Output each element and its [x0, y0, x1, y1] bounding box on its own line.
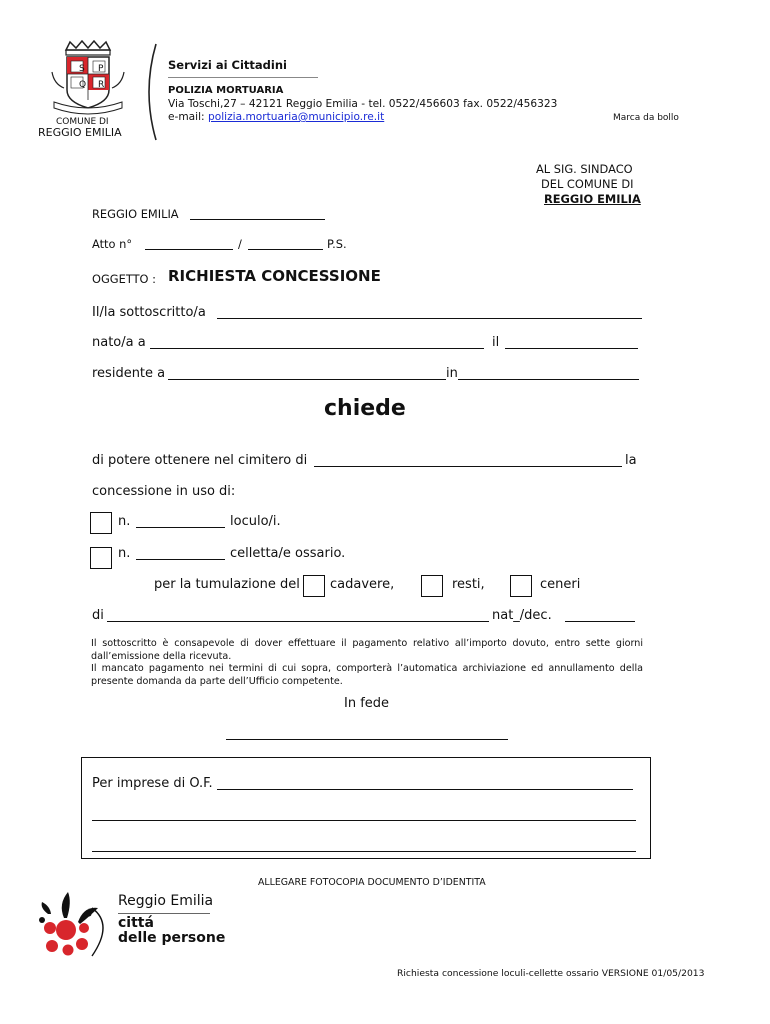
cemetery-label: di potere ottenere nel cimitero di	[92, 453, 308, 468]
brand-tagline-1: cittá	[118, 915, 154, 931]
resident-in-label: in	[446, 366, 458, 381]
loculo-checkbox[interactable]	[90, 512, 112, 534]
stamp-label: Marca da bollo	[613, 113, 679, 123]
recipient-line2: DEL COMUNE DI	[541, 177, 634, 191]
atto-number-field[interactable]	[145, 249, 233, 250]
funeral-company-field-2[interactable]	[92, 820, 636, 821]
atto-suffix: P.S.	[327, 237, 347, 251]
born-place-field[interactable]	[150, 348, 484, 349]
recipient-line1: AL SIG. SINDACO	[536, 162, 633, 176]
header-bracket	[138, 42, 162, 142]
atto-year-field[interactable]	[248, 249, 323, 250]
deceased-name-field[interactable]	[107, 621, 489, 622]
cadavere-label: cadavere,	[330, 577, 395, 592]
funeral-company-box	[81, 757, 651, 859]
cadavere-checkbox[interactable]	[303, 575, 325, 597]
concession-label: concessione in uso di:	[92, 484, 236, 499]
recipient-line3: REGGIO EMILIA	[544, 192, 641, 206]
resident-label: residente a	[92, 366, 166, 381]
resti-checkbox[interactable]	[421, 575, 443, 597]
in-fede-label: In fede	[344, 696, 390, 711]
celletta-count-field[interactable]	[136, 559, 225, 560]
celletta-label: celletta/e ossario.	[230, 546, 346, 561]
celletta-n-label: n.	[118, 546, 131, 561]
funeral-company-field-1[interactable]	[217, 789, 633, 790]
born-date-field[interactable]	[505, 348, 638, 349]
date-field[interactable]	[190, 219, 325, 220]
service-underline	[168, 77, 318, 78]
signer-name-field[interactable]	[217, 318, 642, 319]
office-email-row	[168, 111, 384, 123]
signature-field[interactable]	[226, 739, 508, 740]
shield-letter-q: Q	[79, 80, 87, 90]
shield-letter-r: R	[98, 80, 105, 90]
archiving-notice: Il mancato pagamento nei termini di cui sopra, comporterà l’automatica archiviazione ed annullamento della presente domanda da parte dell’Ufficio competente.	[91, 663, 643, 687]
ceneri-label: ceneri	[540, 577, 581, 592]
funeral-company-label: Per imprese di O.F.	[92, 776, 213, 791]
shield-letter-s: S	[79, 64, 85, 74]
attach-note: ALLEGARE FOTOCOPIA DOCUMENTO D’IDENTITA	[258, 877, 486, 888]
born-label: nato/a a	[92, 335, 146, 350]
loculo-n-label: n.	[118, 514, 131, 529]
logo-text-city: REGGIO EMILIA	[38, 126, 122, 139]
office-name: POLIZIA MORTUARIA	[168, 85, 284, 96]
burial-label: per la tumulazione del	[154, 577, 300, 592]
office-address: Via Toschi,27 – 42121 Reggio Emilia - tel. 0522/456603 fax. 0522/456323	[168, 98, 558, 110]
coat-of-arms-logo	[38, 40, 138, 120]
celletta-checkbox[interactable]	[90, 547, 112, 569]
email-link[interactable]: polizia.mortuaria@municipio.re.it	[207, 111, 385, 123]
city-brand-logo-icon	[34, 888, 116, 960]
atto-label: Atto n°	[92, 237, 133, 251]
deceased-of-label: di	[92, 608, 104, 623]
signer-label: Il/la sottoscritto/a	[92, 305, 206, 320]
deceased-date-field[interactable]	[565, 621, 635, 622]
city-label: REGGIO EMILIA	[92, 207, 179, 221]
atto-separator: /	[238, 237, 242, 251]
brand-tagline-2: delle persone	[118, 930, 226, 946]
payment-notice: Il sottoscritto è consapevole di dover effettuare il pagamento relativo all’importo dovuto, entro sette giorni dall’emissione della ricevuta.	[91, 638, 643, 662]
born-date-label: il	[492, 335, 500, 350]
subject-title: RICHIESTA CONCESSIONE	[168, 267, 381, 285]
request-heading: chiede	[324, 396, 406, 421]
shield-letter-p: P	[98, 64, 104, 74]
service-title: Servizi ai Cittadini	[168, 58, 287, 72]
logo-text-comune: COMUNE DI	[56, 117, 109, 127]
ceneri-checkbox[interactable]	[510, 575, 532, 597]
cemetery-suffix: la	[625, 453, 637, 468]
funeral-company-field-3[interactable]	[92, 851, 636, 852]
brand-name: Reggio Emilia	[118, 893, 214, 909]
email-label: e-mail:	[168, 111, 205, 123]
document-version: Richiesta concessione loculi-cellette ossario VERSIONE 01/05/2013	[397, 968, 705, 979]
cemetery-field[interactable]	[314, 466, 622, 467]
loculo-label: loculo/i.	[230, 514, 281, 529]
deceased-date-label: nat_/dec.	[492, 608, 552, 623]
brand-divider	[118, 913, 210, 914]
loculo-count-field[interactable]	[136, 527, 225, 528]
subject-label: OGGETTO :	[92, 272, 156, 286]
resti-label: resti,	[452, 577, 485, 592]
resident-address-field[interactable]	[458, 379, 639, 380]
resident-city-field[interactable]	[168, 379, 446, 380]
